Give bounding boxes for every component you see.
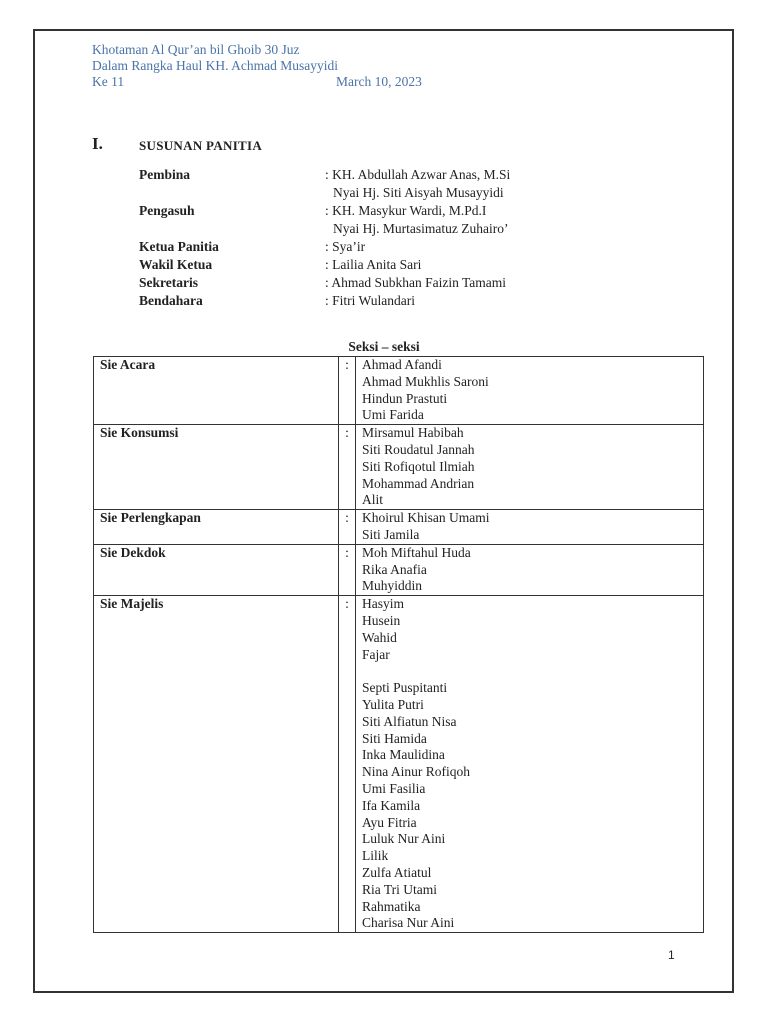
member-name: Siti Alfiatun Nisa xyxy=(362,713,457,729)
officer-label-pembina: Pembina xyxy=(139,167,191,182)
officer-label-pengasuh: Pengasuh xyxy=(139,203,195,218)
seksi-name: Sie Dekdok xyxy=(94,544,339,595)
member-name: Umi Farida xyxy=(362,407,424,423)
table-row xyxy=(94,596,704,933)
seksi-table-body xyxy=(94,357,704,933)
member-name: Rahmatika xyxy=(362,898,421,914)
officer-value-pengasuh-2: Nyai Hj. Murtasimatuz Zuhairo’ xyxy=(333,221,509,236)
officer-label-wakil: Wakil Ketua xyxy=(139,257,213,272)
member-name: Septi Puspitanti xyxy=(362,680,448,696)
officer-value-ketua: : Sya’ir xyxy=(325,239,366,254)
member-name: Ifa Kamila xyxy=(362,797,421,813)
member-name: Umi Fasilia xyxy=(362,780,426,796)
member-name: Siti Jamila xyxy=(362,526,420,542)
member-name: Siti Hamida xyxy=(362,730,427,746)
member-name: Husein xyxy=(362,612,401,628)
page-number: 1 xyxy=(668,948,675,962)
seksi-members xyxy=(356,596,704,933)
member-name: Muhyiddin xyxy=(362,578,423,594)
seksi-colon: : xyxy=(339,425,356,510)
officer-value-pengasuh-1: : KH. Masykur Wardi, M.Pd.I xyxy=(325,203,487,218)
member-name: Ahmad Mukhlis Saroni xyxy=(362,373,489,389)
member-name: Ria Tri Utami xyxy=(362,881,438,897)
member-name xyxy=(362,663,703,680)
header-date: March 10, 2023 xyxy=(336,74,422,89)
member-name: Yulita Putri xyxy=(362,696,424,712)
seksi-name: Sie Konsumsi xyxy=(94,425,339,510)
member-name: Inka Maulidina xyxy=(362,747,445,763)
officer-label-ketua: Ketua Panitia xyxy=(139,239,219,254)
member-name: Nina Ainur Rofiqoh xyxy=(362,764,470,780)
officer-value-wakil: : Lailia Anita Sari xyxy=(325,257,422,272)
member-name: Siti Roudatul Jannah xyxy=(362,441,475,457)
table-row xyxy=(94,357,704,425)
seksi-colon: : xyxy=(339,596,356,933)
officer-value-sekretaris: : Ahmad Subkhan Faizin Tamami xyxy=(325,275,507,290)
member-name: Siti Rofiqotul Ilmiah xyxy=(362,458,475,474)
table-row xyxy=(94,544,704,595)
seksi-colon: : xyxy=(339,357,356,425)
seksi-members xyxy=(356,357,704,425)
seksi-members xyxy=(356,510,704,545)
seksi-title: Seksi – seksi xyxy=(348,339,420,354)
officer-value-bendahara: : Fitri Wulandari xyxy=(325,293,415,308)
member-name: Zulfa Atiatul xyxy=(362,864,432,880)
section-number: I. xyxy=(92,134,103,153)
seksi-colon: : xyxy=(339,544,356,595)
member-name: Alit xyxy=(362,492,384,508)
member-name: Lilik xyxy=(362,848,389,864)
header-line-1: Khotaman Al Qur’an bil Ghoib 30 Juz xyxy=(92,42,300,57)
member-name: Fajar xyxy=(362,646,390,662)
member-name: Ahmad Afandi xyxy=(362,357,442,372)
seksi-table xyxy=(93,356,704,933)
seksi-colon: : xyxy=(339,510,356,545)
header-line-3: Ke 11 xyxy=(92,74,125,89)
officer-value-pembina-2: Nyai Hj. Siti Aisyah Musayyidi xyxy=(333,185,504,200)
seksi-members xyxy=(356,425,704,510)
seksi-name: Sie Majelis xyxy=(94,596,339,933)
member-name: Ayu Fitria xyxy=(362,814,417,830)
member-name: Hindun Prastuti xyxy=(362,390,448,406)
member-name: Charisa Nur Aini xyxy=(362,915,455,931)
member-name: Khoirul Khisan Umami xyxy=(362,510,490,526)
member-name: Mirsamul Habibah xyxy=(362,425,464,441)
header-line-2: Dalam Rangka Haul KH. Achmad Musayyidi xyxy=(92,58,338,73)
officer-label-bendahara: Bendahara xyxy=(139,293,203,308)
member-name: Hasyim xyxy=(362,596,404,612)
table-row xyxy=(94,425,704,510)
section-title: SUSUNAN PANITIA xyxy=(139,138,263,153)
seksi-name: Sie Perlengkapan xyxy=(94,510,339,545)
seksi-members xyxy=(356,544,704,595)
officer-value-pembina-1: : KH. Abdullah Azwar Anas, M.Si xyxy=(325,167,511,182)
member-name: Mohammad Andrian xyxy=(362,475,475,491)
member-name: Rika Anafia xyxy=(362,561,427,577)
table-row xyxy=(94,510,704,545)
officer-label-sekretaris: Sekretaris xyxy=(139,275,198,290)
member-name: Wahid xyxy=(362,629,397,645)
seksi-name: Sie Acara xyxy=(94,357,339,425)
member-name: Moh Miftahul Huda xyxy=(362,544,471,560)
member-name: Luluk Nur Aini xyxy=(362,831,446,847)
